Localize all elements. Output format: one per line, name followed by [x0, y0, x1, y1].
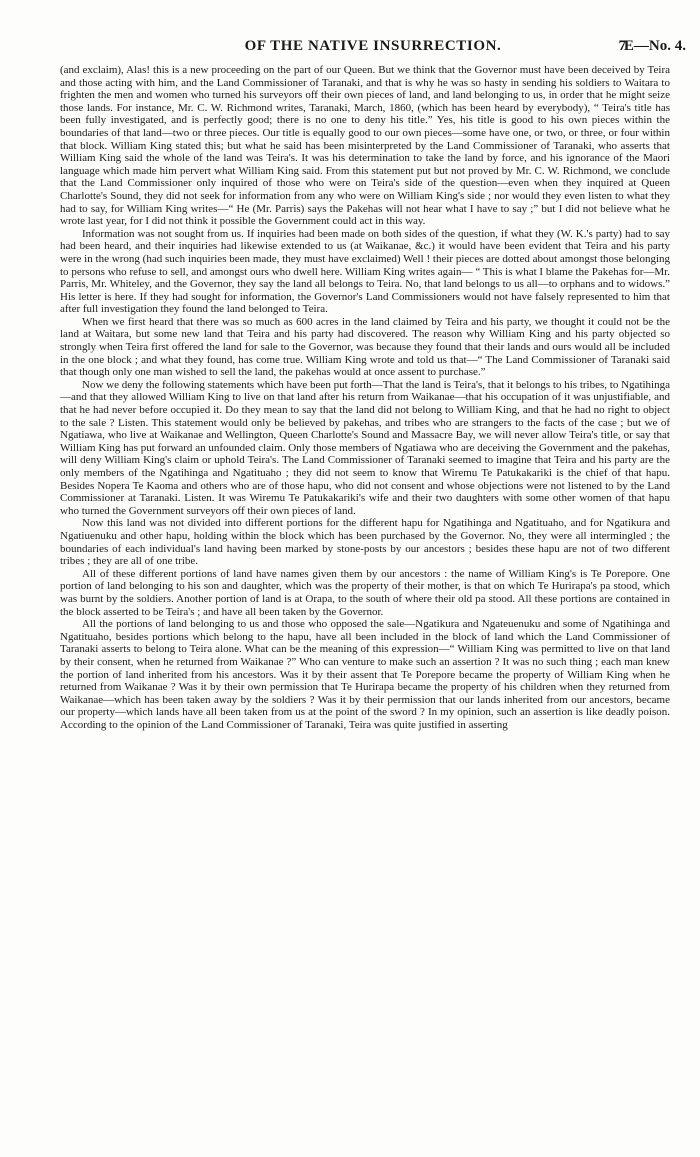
paragraph: Now this land was not divided into different portions for the different hapu for Ngatihinga and Ngatituaho, and for Ngatikura and Ngatiuenuku and other hapu, holding within the block which has been purchased by the Governor. No, they were all intermingled ; the boundaries of each individual's land having been marked by stone-posts by our ancestors ; besides these hapu are not of two different tribes ; they are all of one tribe. [60, 517, 670, 568]
page-title: OF THE NATIVE INSURRECTION. [244, 38, 502, 54]
page-number: 7 [618, 38, 626, 54]
body-text [60, 64, 670, 731]
paragraph: (and exclaim), Alas! this is a new proceeding on the part of our Queen. But we think that the Governor must have been deceived by Teira and those acting with him, and the Land Commissioner of Taranaki, and that is why he was so hasty in sending his soldiers to Waitara to frighten the men and women who turned his surveyors off their own pieces of land, and land belonging to us, in order that he might seize those lands. For instance, Mr. C. W. Richmond writes, Taranaki, March, 1860, (which has been heard by everybody), “ Teira's title has been fully investigated, and is perfectly good; there is no one to deny his title.” Yes, his title is good to his own pieces within the boundaries of that land—two or three pieces. Our title is equally good to our own pieces—some have one, or two, or three, or four within that block. William King stated this; but what he said has been misinterpreted by the Land Commissioner of Taranaki, who asserts that William King said the whole of the land was Teira's. It was his determination to take the land by force, and his ignorance of the Maori language which made him pervert what William King said. From this statement put but not proved by Mr. C. W. Richmond, we conclude that the Land Commissioner only inquired of those who were on Teira's side of the question—even when they inquired at Queen Charlotte's Sound, they did not seek for information from any who were on William King's side ; nor would they even listen to what they had to say, for William King writes—“ He (Mr. Parris) says the Pakehas will not hear what I have to say ;” but I did not believe what he wrote last year, for I did not think it possible the Government could act in this way. [60, 64, 670, 228]
paragraph: All the portions of land belonging to us and those who opposed the sale—Ngatikura and Ngateuenuku and some of Ngatihinga and Ngatituaho, besides portions which belong to the hapu, have all been included in the block of land which the Land Commissioner of Taranaki asserts to belong to Teira alone. What can be the meaning of this expression—“ William King was permitted to live on that land by their consent, when he returned from Waikanae ?” Who can venture to make such an assertion ? It was no such thing ; each man knew the portion of land inherited from his ancestors. Was it by their assent that Te Porepore became the property of William King when he returned from Waikanae ? Was it by their own permission that Te Hurirapa became the property of his children when they returned from Waikanae—which has been taken away by the soldiers ? Was it by their permission that our lands inherited from our ancestors, became our property—which lands have all been taken from us at the point of the sword ? In my opinion, such an assertion is like deadly poison. According to the opinion of the Land Commissioner of Taranaki, Teira was quite justified in asserting [60, 618, 670, 731]
paragraph: Information was not sought from us. If inquiries had been made on both sides of the question, if what they (W. K.'s party) had to say had been heard, and their inquiries had likewise extended to us (at Waikanae, &c.) it would have been evident that Teira and his party were in the wrong (had such inquiries been made, they must have exclaimed) Well ! their pieces are dotted about amongst those belonging to persons who refuse to sell, and amongst ours who dwell here. William King writes again— “ This is what I blame the Pakehas for—Mr. Parris, Mr. Whiteley, and the Governor, they say the land all belongs to Teira. No, that land belongs to us all—to orphans and to widows.” His letter is here. If they had sought for information, the Governor's Land Commissioners would not have falsely represented to him that after full investigation they found the land belonged to Teira. [60, 227, 670, 316]
paragraph: All of these different portions of land have names given them by our ancestors : the name of William King's is Te Porepore. One portion of land belonging to his son and daughter, which was the property of their mother, is that on which Te Hurirapa's pa stood, which was burnt by the soldiers. Another portion of land is at Orapa, to the south of where their old pa stood. All these portions are contained in the block asserted to be Teira's ; and have all been taken by the Governor. [60, 567, 670, 618]
paragraph: Now we deny the following statements which have been put forth—That the land is Teira's, that it belongs to his tribes, to Ngatihinga—and that they allowed William King to live on that land after his return from Waikanae—that his occupation of it was unjustifiable, and that he had never before occupied it. Do they mean to say that the land did not belong to William King, and that he had no right to object to the sale ? Listen. This statement would only be believed by pakehas, and tribes who are strangers to the facts of the case ; but we of Ngatiawa, who live at Waikanae and Wellington, Queen Charlotte's Sound and Massacre Bay, we will never allow Teira's title, or say that William King has put forward an unfounded claim. Only those members of Ngatiawa who are deceiving the Government and the pakehas, will deny William King's claim or uphold Teira's. The Land Commissioner of Taranaki seemed to imagine that Teira and his party are the only members of the Ngatihinga and Ngatituaho ; they did not seem to know that Wiremu Te Patukakariki is the chief of that hapu. Besides Nopera Te Kaoma and others who are of those hapu, who did not consent and whose objections were not listened to by the Land Commissioner at Taranaki. Listen. It was Wiremu Te Patukakariki's wife and their two daughters with some other women of that hapu who turned the Government surveyors off their own pieces of land. [60, 378, 670, 517]
document-reference: E—No. 4. [623, 38, 686, 54]
page-header [60, 38, 686, 58]
paragraph: When we first heard that there was so much as 600 acres in the land claimed by Teira and his party, we thought it could not be the land at Waitara, but some new land that Teira and his party had discovered. The reason why William King and his party objected so strongly when Teira first offered the land for sale to the Governor, was because they found that their lands and ours would all be included in the one block ; and what they found, has come true. William King wrote and told us that—“ The Land Commissioner of Taranaki said that though only one man wished to sell the land, the pakehas would at once assent to purchase.” [60, 315, 670, 379]
